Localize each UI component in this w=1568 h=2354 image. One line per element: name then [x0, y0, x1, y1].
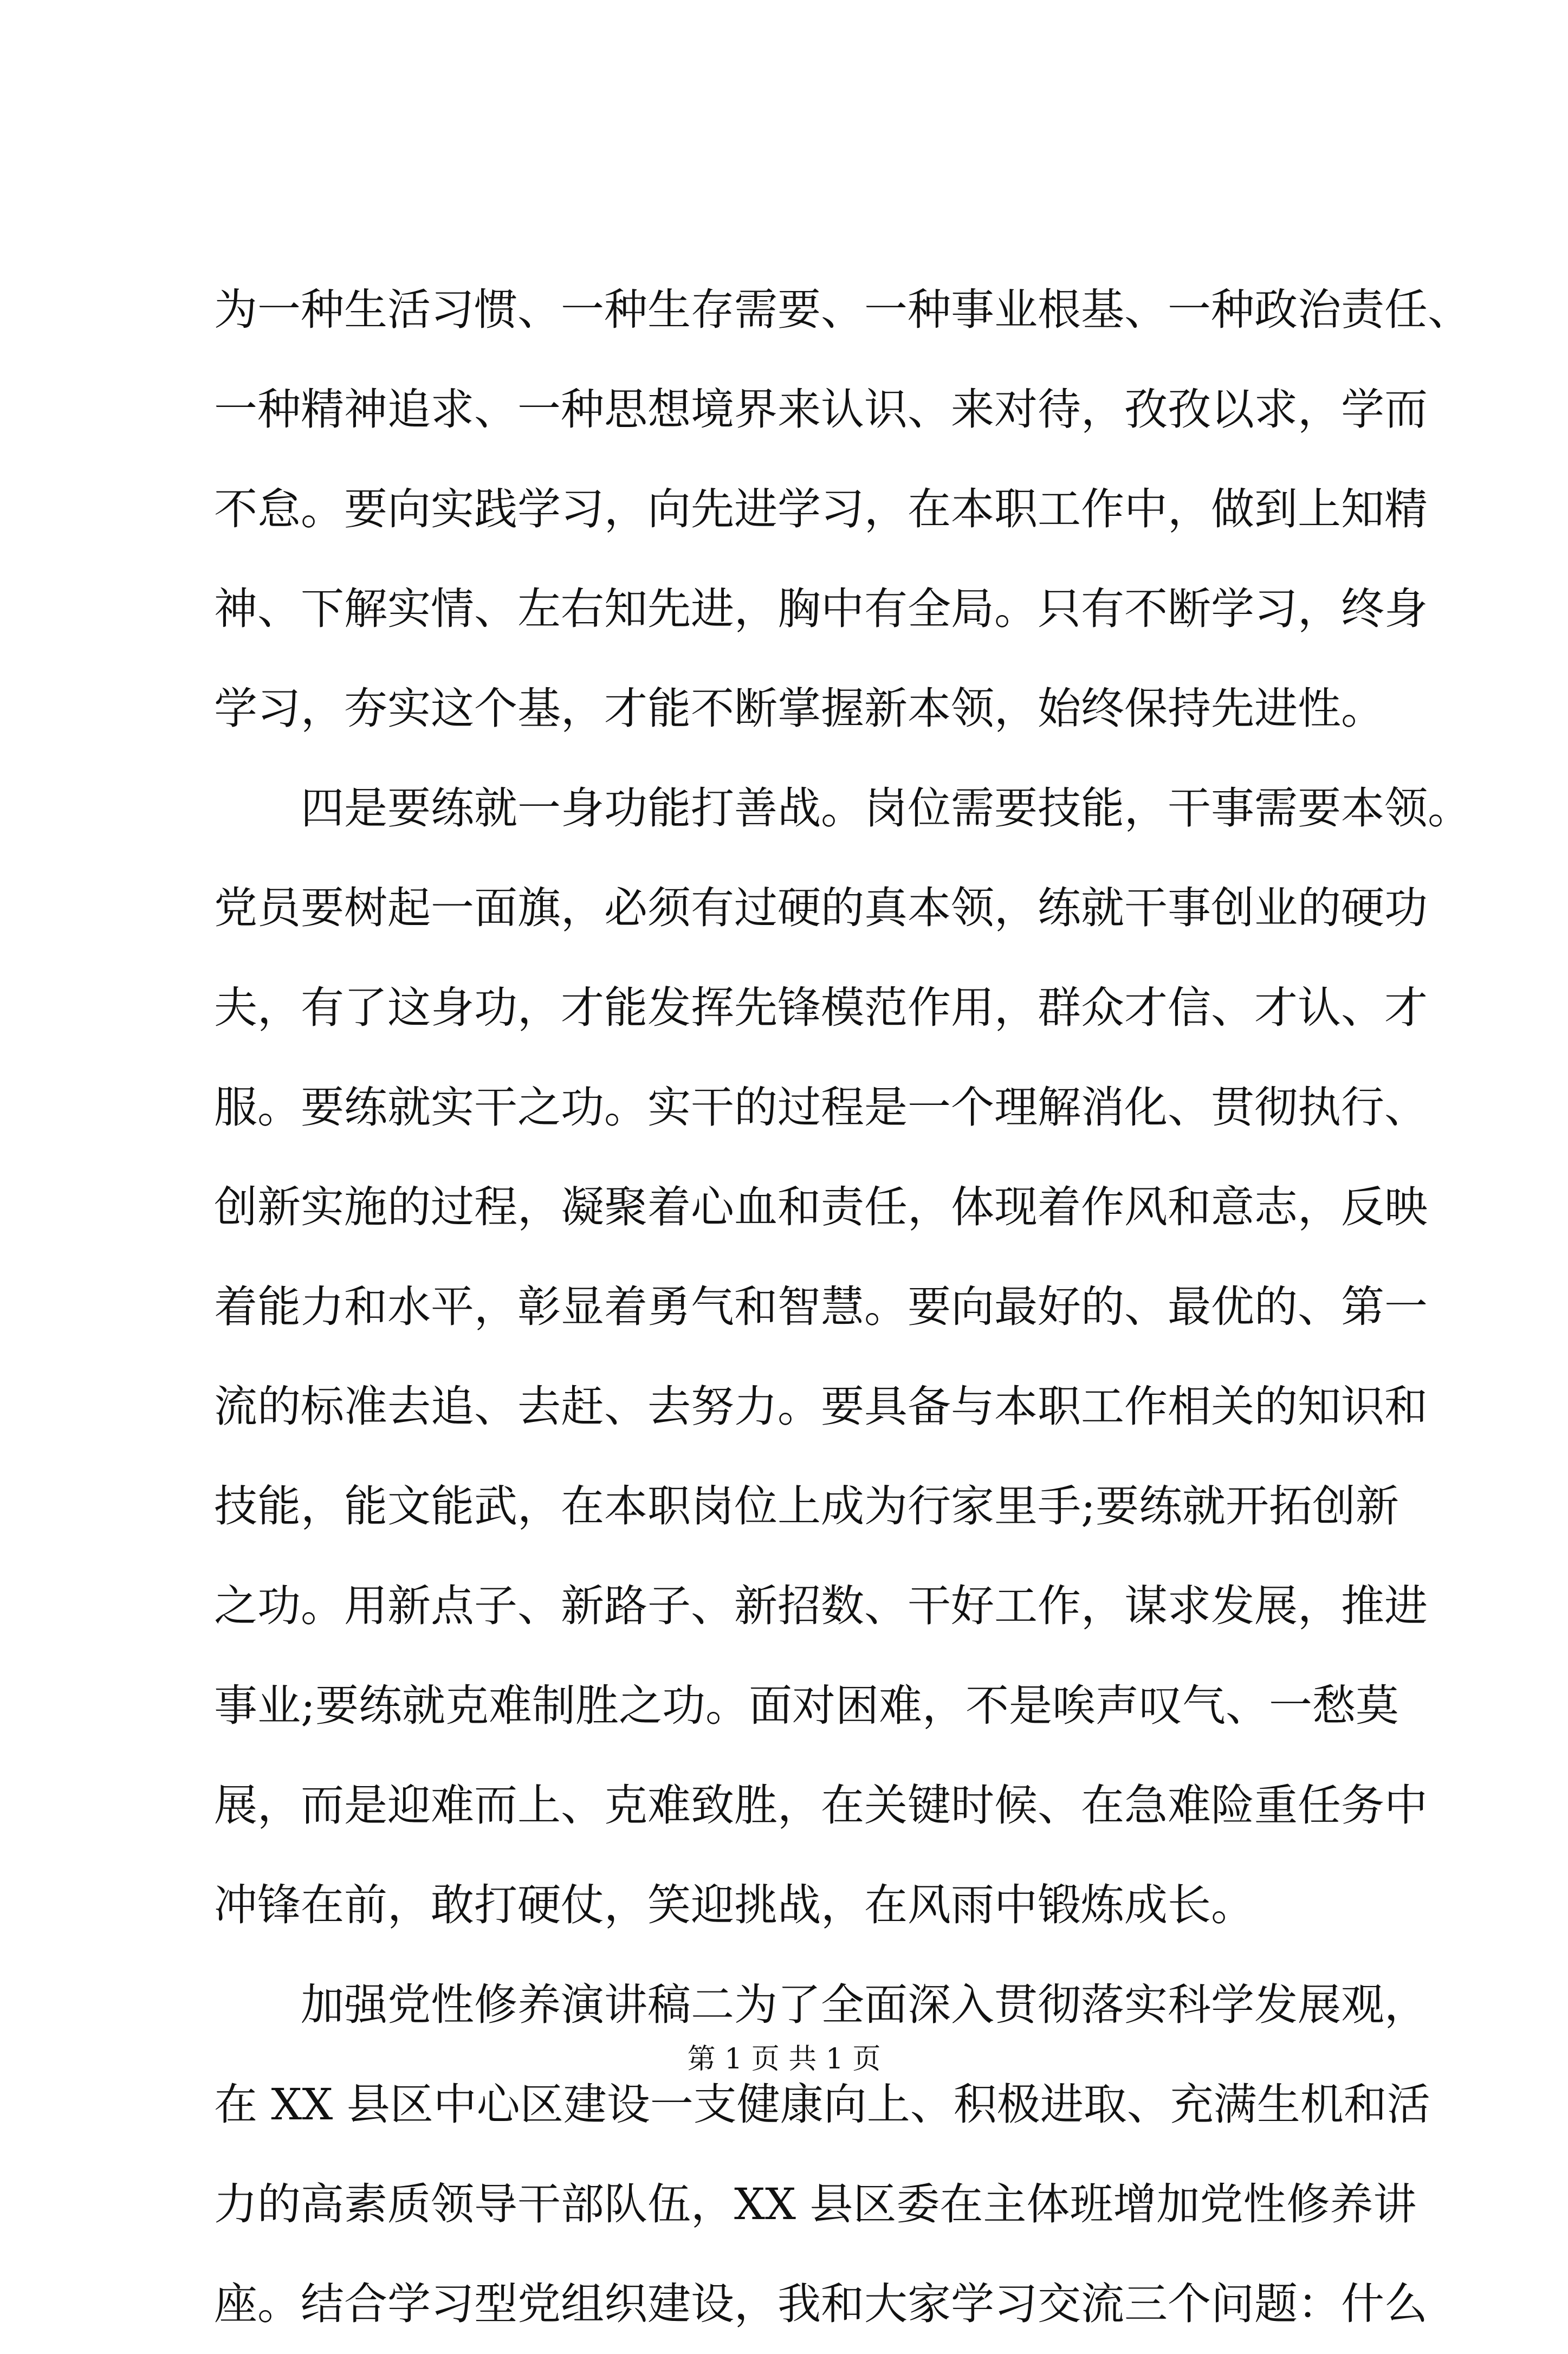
- text-line-6: 四是要练就一身功能打善战。岗位需要技能，干事需要本领。: [301, 783, 1471, 833]
- text-line-11: 着能力和水平，彰显着勇气和智慧。要向最好的、最优的、第一: [214, 1282, 1428, 1332]
- text-line-15: 事业;要练就克难制胜之功。面对困难，不是唉声叹气、一愁莫: [214, 1680, 1399, 1731]
- text-line-21: 座。结合学习型党组织建设，我和大家学习交流三个问题：什么: [214, 2279, 1428, 2329]
- text-line-19: 在 XX 县区中心区建设一支健康向上、积极进取、充满生机和活: [214, 2079, 1430, 2130]
- text-line-1: 为一种生活习惯、一种生存需要、一种事业根基、一种政治责任、: [214, 284, 1471, 335]
- text-line-13: 技能，能文能武，在本职岗位上成为行家里手;要练就开拓创新: [214, 1481, 1399, 1531]
- text-line-7: 党员要树起一面旗，必须有过硬的真本领，练就干事创业的硬功: [214, 883, 1428, 933]
- text-line-3: 不怠。要向实践学习，向先进学习，在本职工作中，做到上知精: [214, 484, 1428, 534]
- text-line-5: 学习，夯实这个基，才能不断掌握新本领，始终保持先进性。: [214, 683, 1384, 734]
- text-line-12: 流的标准去追、去赶、去努力。要具备与本职工作相关的知识和: [214, 1381, 1428, 1432]
- text-line-17: 冲锋在前，敢打硬仗，笑迎挑战，在风雨中锻炼成长。: [214, 1880, 1254, 1930]
- text-line-10: 创新实施的过程，凝聚着心血和责任，体现着作风和意志，反映: [214, 1182, 1428, 1232]
- page-footer: 第 1 页 共 1 页: [687, 2043, 881, 2075]
- text-line-20: 力的高素质领导干部队伍，XX 县区委在主体班增加党性修养讲: [214, 2179, 1417, 2229]
- text-line-4: 神、下解实情、左右知先进，胸中有全局。只有不断学习，终身: [214, 584, 1428, 634]
- text-line-9: 服。要练就实干之功。实干的过程是一个理解消化、贯彻执行、: [214, 1082, 1428, 1133]
- text-line-14: 之功。用新点子、新路子、新招数、干好工作，谋求发展，推进: [214, 1581, 1428, 1631]
- text-line-16: 展，而是迎难而上、克难致胜，在关键时候、在急难险重任务中: [214, 1780, 1428, 1831]
- text-line-8: 夫，有了这身功，才能发挥先锋模范作用，群众才信、才认、才: [214, 982, 1428, 1033]
- text-line-2: 一种精神追求、一种思想境界来认识、来对待，孜孜以求，学而: [214, 384, 1428, 435]
- text-line-18: 加强党性修养演讲稿二为了全面深入贯彻落实科学发展观，: [301, 1980, 1428, 2030]
